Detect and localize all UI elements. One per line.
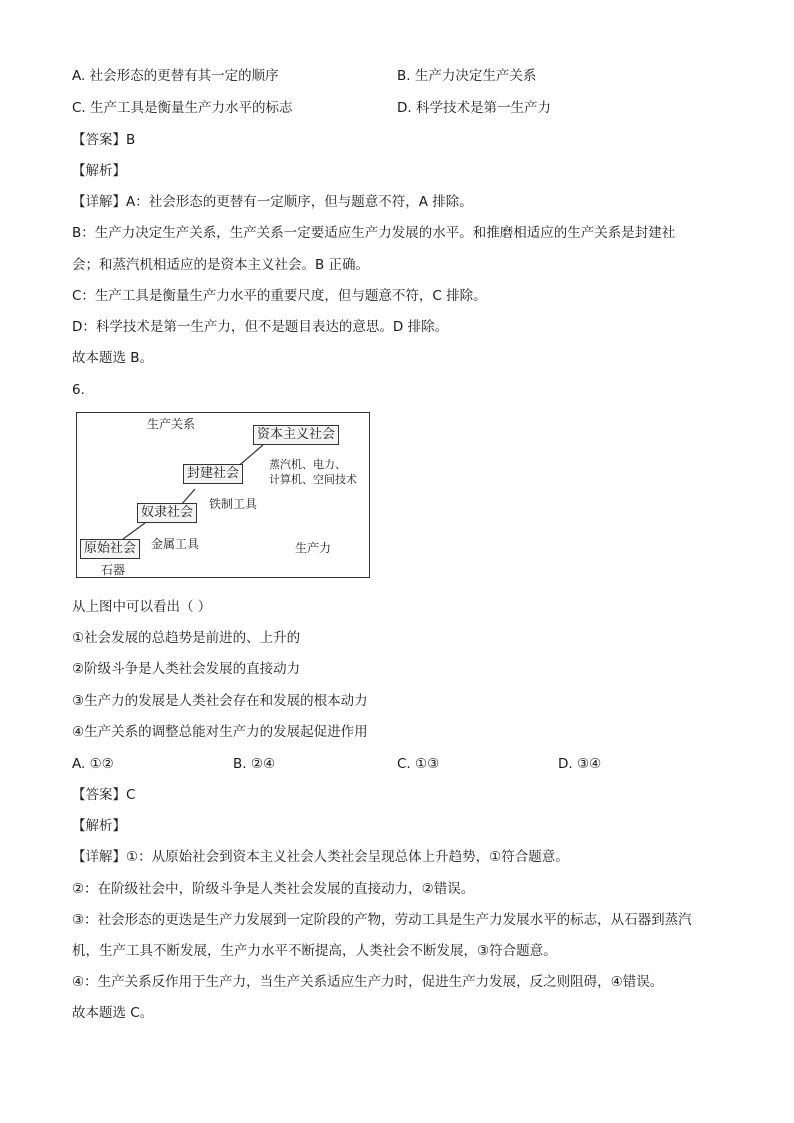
q5-option-d: D. 科学技术是第一生产力 bbox=[397, 100, 551, 116]
stage-primitive: 原始社会 bbox=[80, 539, 140, 559]
q5-detail-line: D：科学技术是第一生产力，但不是题目表达的意思。D 排除。 bbox=[72, 319, 449, 335]
q6-option-d: D. ③④ bbox=[558, 756, 602, 772]
q6-detail-line: 机，生产工具不断发展，生产力水平不断提高，人类社会不断发展，③符合题意。 bbox=[72, 943, 557, 959]
q6-detail-line: ③：社会形态的更迭是生产力发展到一定阶段的产物，劳动工具是生产力发展水平的标志，从石器到蒸汽 bbox=[72, 912, 692, 928]
q5-detail-line: 故本题选 B。 bbox=[72, 350, 154, 366]
q5-analysis-label: 【解析】 bbox=[72, 163, 126, 179]
stage-slave: 奴隶社会 bbox=[137, 503, 197, 523]
tool-stone: 石器 bbox=[101, 563, 126, 577]
q6-statement: ④生产关系的调整总能对生产力的发展起促进作用 bbox=[72, 724, 368, 740]
tech-label-line2: 计算机、空间技术 bbox=[269, 473, 357, 486]
q6-stem: 从上图中可以看出（ ） bbox=[72, 599, 212, 615]
q5-detail-line: C：生产工具是衡量生产力水平的重要尺度，但与题意不符，C 排除。 bbox=[72, 288, 487, 304]
q5-answer: 【答案】B bbox=[72, 132, 136, 148]
q6-option-c: C. ①③ bbox=[397, 756, 440, 772]
q6-number: 6. bbox=[72, 382, 85, 398]
q5-detail-line: 【详解】A：社会形态的更替有一定顺序，但与题意不符，A 排除。 bbox=[72, 194, 473, 210]
q6-analysis-label: 【解析】 bbox=[72, 818, 126, 834]
q6-option-a: A. ①② bbox=[72, 756, 114, 772]
q6-detail-line: ②：在阶级社会中，阶级斗争是人类社会发展的直接动力，②错误。 bbox=[72, 881, 475, 897]
tool-metal: 金属工具 bbox=[151, 537, 200, 551]
q6-detail-line: 【详解】①：从原始社会到资本主义社会人类社会呈现总体上升趋势，①符合题意。 bbox=[72, 849, 569, 865]
q5-option-c: C. 生产工具是衡量生产力水平的标志 bbox=[72, 100, 293, 116]
stage-feudal: 封建社会 bbox=[183, 464, 243, 484]
q6-statement: ②阶级斗争是人类社会发展的直接动力 bbox=[72, 661, 301, 677]
q5-option-b: B. 生产力决定生产关系 bbox=[397, 68, 537, 84]
x-axis-label: 生产力 bbox=[295, 541, 332, 555]
q6-answer: 【答案】C bbox=[72, 787, 136, 803]
q5-detail-line: 会；和蒸汽机相适应的是资本主义社会。B 正确。 bbox=[72, 257, 370, 273]
q6-detail-line: 故本题选 C。 bbox=[72, 1005, 154, 1021]
q5-detail-line: B：生产力决定生产关系，生产关系一定要适应生产力发展的水平。和推磨相适应的生产关系是封建社 bbox=[72, 225, 676, 241]
stage-capitalist: 资本主义社会 bbox=[253, 425, 339, 445]
tech-label-line1: 蒸汽机、电力、 bbox=[269, 458, 346, 471]
q6-statement: ①社会发展的总趋势是前进的、上升的 bbox=[72, 630, 301, 646]
q6-option-b: B. ②④ bbox=[233, 756, 276, 772]
q6-detail-line: ④：生产关系反作用于生产力，当生产关系适应生产力时，促进生产力发展，反之则阻碍，④错误。 bbox=[72, 974, 664, 990]
y-axis-label: 生产关系 bbox=[147, 417, 196, 431]
q6-statement: ③生产力的发展是人类社会存在和发展的根本动力 bbox=[72, 693, 368, 709]
tool-iron: 铁制工具 bbox=[209, 497, 258, 511]
society-development-diagram bbox=[76, 412, 370, 578]
q5-option-a: A. 社会形态的更替有其一定的顺序 bbox=[72, 68, 279, 84]
